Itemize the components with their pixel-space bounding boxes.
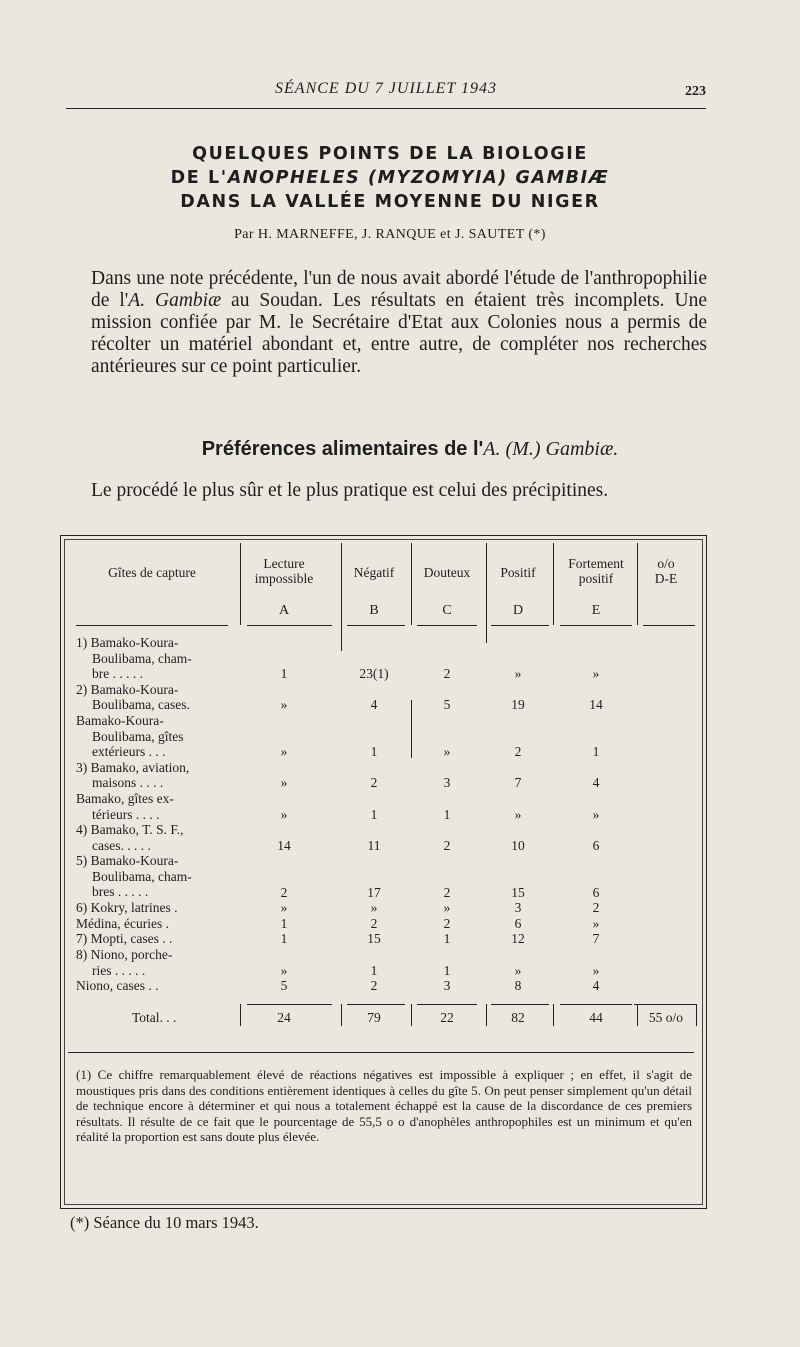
total-c3: 82 (511, 1010, 525, 1025)
cell-r0-c4: » (592, 666, 600, 682)
col-separator-1 (341, 543, 342, 625)
header-col-2-line-1: Douteux (423, 565, 471, 580)
row-2-line-1: Boulibama, gîtes (92, 728, 184, 744)
title-line-2-prefix: DE L' (170, 168, 228, 188)
total-c2: 22 (440, 1010, 454, 1025)
header-rule-3 (491, 625, 549, 626)
intro-part-2: au Soudan. Les résultats en étaient très incomplets. Une mission confiée par M. le Secrétaire d'Etat aux Colonies nous a permis de récolter un matériel abondant et, entre autre, de compléter nos recherches antérieures sur ce point particulier. (91, 290, 707, 377)
cell-r2-c2: » (443, 744, 451, 760)
row-7-line-0: 6) Kokry, latrines . (76, 900, 178, 916)
header-letter-A: A (278, 603, 290, 618)
section-heading-italic: A. (M.) Gambiæ. (483, 438, 619, 460)
header-col-1 (339, 565, 409, 580)
cell-r0-c1: 23(1) (359, 666, 389, 682)
cell-r9-c1: 15 (367, 931, 381, 947)
cell-r8-c2: 2 (443, 915, 451, 931)
cell-r0-c3: » (514, 666, 522, 682)
row-1-line-0: 2) Bamako-Koura- (76, 681, 179, 697)
header-col-1-line-1: Négatif (353, 565, 395, 580)
col-separator-cont-c (411, 700, 412, 758)
row-label-0 (76, 635, 238, 682)
row-0-line-1: Boulibama, cham- (92, 650, 192, 666)
header-rule-left (76, 625, 228, 626)
cell-r11-c2: 3 (443, 978, 451, 994)
cell-r3-c3: 7 (514, 775, 522, 791)
cell-r10-c2: 1 (443, 962, 451, 978)
header-rule-1 (347, 625, 405, 626)
cell-r4-c2: 1 (443, 806, 451, 822)
row-2-line-0: Bamako-Koura- (76, 713, 164, 728)
row-6-line-2: bres . . . . . (92, 884, 149, 900)
intro-species: A. Gambiæ (128, 290, 222, 311)
row-label-3 (76, 760, 238, 791)
col-separator-4 (553, 543, 554, 625)
cell-r5-c1: 11 (367, 837, 381, 853)
cell-r8-c4: » (592, 915, 600, 931)
cell-r2-c4: 1 (592, 744, 600, 760)
header-col-5 (638, 556, 694, 586)
header-col-4 (553, 556, 639, 586)
intro-part-1: Dans une note précédente, l'un de nous avait abordé l'étude de l'anthropophilie de l' (91, 268, 707, 311)
total-c0: 24 (277, 1010, 291, 1025)
col-separator-3 (486, 543, 487, 625)
total-c4: 44 (589, 1010, 603, 1025)
col-separator-cont-d (486, 625, 487, 643)
title-line-1: QUELQUES POINTS DE LA BIOLOGIE (192, 144, 588, 164)
running-head (66, 78, 706, 109)
col-separator-2 (411, 543, 412, 625)
row-6-line-0: 5) Bamako-Koura- (76, 853, 179, 869)
cell-r9-c2: 1 (443, 931, 451, 947)
cell-r11-c1: 2 (370, 978, 378, 994)
cell-r4-c0: » (280, 806, 288, 822)
title-line-3: DANS LA VALLÉE MOYENNE DU NIGER (180, 192, 600, 212)
section-heading-bold: Préférences alimentaires de l' (201, 438, 484, 460)
cell-r6-c3: 15 (511, 884, 525, 900)
row-label-4 (76, 791, 238, 822)
cell-r1-c0: » (280, 697, 288, 713)
row-0-line-0: 1) Bamako-Koura- (76, 635, 179, 650)
total-rule-3 (491, 1004, 549, 1005)
row-label-2 (76, 713, 238, 760)
cell-r6-c1: 17 (367, 884, 381, 900)
intro-paragraph (91, 268, 707, 378)
cell-r7-c2: » (443, 900, 451, 916)
row-label-11 (76, 978, 238, 994)
total-label: Total. . . (132, 1010, 177, 1025)
total-separator-6 (696, 1004, 697, 1026)
col-separator-0 (240, 543, 241, 625)
cell-r7-c1: » (370, 900, 378, 916)
row-10-line-0: 8) Niono, porche- (76, 947, 173, 962)
total-separator-4 (553, 1004, 554, 1026)
header-col-3-line-1: Positif (500, 565, 536, 580)
header-rule-0 (247, 625, 332, 626)
cell-r0-c0: 1 (280, 666, 288, 682)
total-rule-1 (347, 1004, 405, 1005)
cell-r9-c0: 1 (280, 931, 288, 947)
header-col-0 (234, 556, 334, 586)
row-3-line-0: 3) Bamako, aviation, (76, 759, 190, 775)
row-4-line-0: Bamako, gîtes ex- (76, 791, 174, 806)
cell-r4-c3: » (514, 806, 522, 822)
header-col-0-line-2: impossible (254, 571, 314, 586)
row-6-line-1: Boulibama, cham- (92, 868, 192, 884)
total-separator-1 (341, 1004, 342, 1026)
cell-r8-c1: 2 (370, 915, 378, 931)
cell-r11-c4: 4 (592, 978, 600, 994)
header-sites: Gîtes de capture (108, 565, 196, 580)
col-separator-cont-b (341, 625, 342, 651)
row-0-line-2: bre . . . . . (92, 666, 143, 681)
row-10-line-1: ries . . . . . (92, 962, 146, 978)
total-c5: 55 o/o (648, 1010, 684, 1025)
row-4-line-1: térieurs . . . . (92, 806, 160, 822)
cell-r10-c3: » (514, 962, 522, 978)
cell-r7-c0: » (280, 900, 288, 916)
cell-r10-c1: 1 (370, 962, 378, 978)
cell-r4-c1: 1 (370, 806, 378, 822)
method-paragraph: Le procédé le plus sûr et le plus pratique est celui des précipitines. (91, 480, 609, 501)
row-5-line-0: 4) Bamako, T. S. F., (76, 822, 184, 838)
cell-r6-c0: 2 (280, 884, 288, 900)
cell-r6-c4: 6 (592, 884, 600, 900)
cell-r1-c1: 4 (370, 697, 378, 713)
total-rule-4 (560, 1004, 632, 1005)
session-footnote: (*) Séance du 10 mars 1943. (70, 1213, 259, 1232)
cell-r1-c2: 5 (443, 697, 451, 713)
row-label-5 (76, 822, 238, 853)
header-letter-E: E (591, 603, 601, 618)
cell-r8-c3: 6 (514, 915, 522, 931)
cell-r5-c3: 10 (511, 837, 525, 853)
article-title (60, 142, 720, 214)
cell-r3-c1: 2 (370, 775, 378, 791)
cell-r10-c4: » (592, 962, 600, 978)
header-letter-B: B (369, 603, 379, 618)
cell-r5-c0: 14 (277, 837, 291, 853)
cell-r2-c0: » (280, 744, 288, 760)
row-8-line-0: Médina, écuries . (76, 915, 169, 931)
header-col-3 (485, 565, 551, 580)
row-9-line-0: 7) Mopti, cases . . (76, 931, 173, 947)
row-1-line-1: Boulibama, cases. (92, 697, 190, 713)
intro-text (91, 268, 707, 378)
row-label-1 (76, 682, 238, 713)
cell-r0-c2: 2 (443, 666, 451, 682)
header-col-4-line-1: Fortement (568, 556, 624, 571)
cell-r11-c3: 8 (514, 978, 522, 994)
cell-r2-c3: 2 (514, 744, 522, 760)
row-label-9 (76, 931, 238, 947)
header-rule-2 (417, 625, 477, 626)
header-col-4-line-2: positif (578, 571, 614, 586)
total-c1: 79 (367, 1010, 381, 1025)
total-rule-2 (417, 1004, 477, 1005)
cell-r9-c4: 7 (592, 931, 600, 947)
cell-r7-c3: 3 (514, 900, 522, 916)
header-col-2 (412, 565, 482, 580)
cell-r1-c4: 14 (589, 697, 603, 713)
cell-r6-c2: 2 (443, 884, 451, 900)
cell-r5-c4: 6 (592, 837, 600, 853)
cell-r8-c0: 1 (280, 915, 288, 931)
cell-r3-c0: » (280, 775, 288, 791)
cell-r2-c1: 1 (370, 744, 378, 760)
cell-r10-c0: » (280, 962, 288, 978)
row-label-7 (76, 900, 238, 916)
row-label-6 (76, 853, 238, 900)
total-rule-5 (634, 1004, 696, 1005)
section-heading (60, 438, 760, 461)
row-2-line-2: extérieurs . . . (92, 744, 166, 759)
cell-r3-c4: 4 (592, 775, 600, 791)
header-col-0-line-1: Lecture (263, 556, 305, 571)
col-separator-5 (637, 543, 638, 625)
cell-r1-c3: 19 (511, 697, 525, 713)
table-footnote: (1) Ce chiffre remarquablement élevé de réactions négatives est impossible à expliquer ; en effet, il s'agit de moustiques pris dans des conditions entièrement identiques à celles du gîte 5. On peut penser simplement qu'un détail de technique encore à déterminer et qui nous a totalement échappé est la cause de la discordance de ces premiers résultats. Il résulte de ce fait que le pourcentage de 55,5 o o d'anophèles anthropophiles est un minimum et qu'en réalité la proportion est sans doute plus élevée. (76, 1067, 692, 1145)
cell-r11-c0: 5 (280, 978, 288, 994)
total-separator-2 (411, 1004, 412, 1026)
header-letter-C: C (442, 603, 452, 618)
header-col-5-line-2: D-E (654, 571, 678, 586)
row-11-line-0: Niono, cases . . (76, 978, 159, 994)
row-label-10 (76, 947, 238, 978)
cell-r9-c3: 12 (511, 931, 525, 947)
title-species: ANOPHELES (MYZOMYIA) GAMBIÆ (227, 168, 610, 188)
total-rule-0 (247, 1004, 332, 1005)
cell-r4-c4: » (592, 806, 600, 822)
header-rule-5 (643, 625, 695, 626)
footnote-rule (68, 1052, 694, 1053)
title-line-2 (60, 166, 720, 190)
cell-r5-c2: 2 (443, 837, 451, 853)
running-title: SÉANCE DU 7 JUILLET 1943 (275, 80, 497, 97)
cell-r7-c4: 2 (592, 900, 600, 916)
row-label-8 (76, 916, 238, 932)
header-rule-4 (560, 625, 632, 626)
cell-r3-c2: 3 (443, 775, 451, 791)
authors: Par H. MARNEFFE, J. RANQUE et J. SAUTET (*) (234, 227, 546, 242)
row-5-line-1: cases. . . . . (92, 837, 151, 853)
total-separator-3 (486, 1004, 487, 1026)
header-letter-D: D (512, 603, 524, 618)
header-col-5-line-1: o/o (657, 556, 675, 571)
row-3-line-1: maisons . . . . (92, 775, 164, 791)
page-number: 223 (685, 84, 706, 99)
